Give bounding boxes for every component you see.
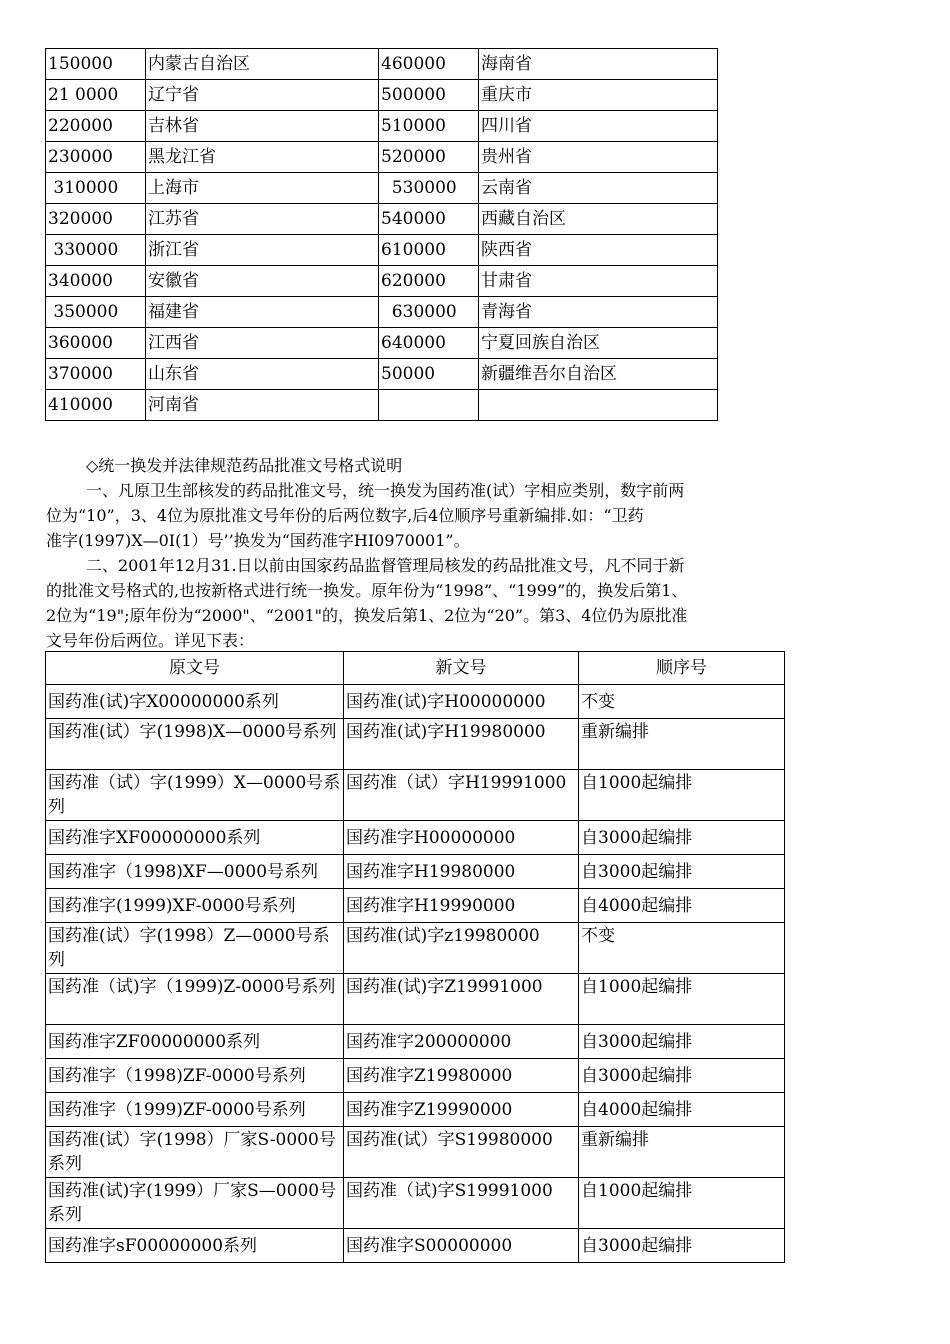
region-code: 460000	[379, 49, 479, 80]
table-row	[46, 719, 785, 770]
sequence-rule: 自3000起编排	[579, 855, 785, 889]
table-row	[46, 173, 718, 204]
original-number: 国药准(试)字X00000000系列	[46, 685, 344, 719]
region-code: 620000	[379, 266, 479, 297]
new-number: 国药准(试)字Z19991000	[344, 974, 579, 1025]
sequence-rule: 不变	[579, 923, 785, 974]
paragraph-line: 的批准文号格式的,也按新格式进行统一换发。原年份为“1998”、“1999”的，换发后第1、	[46, 581, 688, 600]
region-name: 江苏省	[146, 204, 379, 235]
sequence-rule: 重新编排	[579, 719, 785, 770]
region-code-table	[45, 48, 718, 421]
region-name: 内蒙古自治区	[146, 49, 379, 80]
column-header: 新文号	[344, 652, 579, 685]
region-code: 360000	[46, 328, 146, 359]
region-code: 50000	[379, 359, 479, 390]
column-header: 原文号	[46, 652, 344, 685]
paragraph-line: 二、2001年12月31.日以前由国家药品监督管理局核发的药品批准文号，凡不同于新	[86, 556, 685, 575]
table-row	[46, 297, 718, 328]
sequence-rule: 自3000起编排	[579, 1229, 785, 1263]
region-code: 630000	[379, 297, 479, 328]
new-number: 国药准（试）字H19991000	[344, 770, 579, 821]
new-number: 国药准字Z19980000	[344, 1059, 579, 1093]
region-code: 310000	[46, 173, 146, 204]
sequence-rule: 自1000起编排	[579, 770, 785, 821]
region-code: 340000	[46, 266, 146, 297]
table-row	[46, 770, 785, 821]
paragraph-line: 准字(1997)X—0I(1）号’’换发为“国药准字HI0970001”。	[46, 531, 470, 550]
region-code: 520000	[379, 142, 479, 173]
column-header: 顺序号	[579, 652, 785, 685]
region-name	[479, 390, 718, 421]
table-row	[46, 1229, 785, 1263]
sequence-rule: 自3000起编排	[579, 1025, 785, 1059]
original-number: 国药准字sF00000000系列	[46, 1229, 344, 1263]
region-name: 上海市	[146, 173, 379, 204]
region-name: 甘肃省	[479, 266, 718, 297]
original-number: 国药准字（1998)XF—0000号系列	[46, 855, 344, 889]
region-name: 江西省	[146, 328, 379, 359]
original-number: 国药准字（1999)ZF-0000号系列	[46, 1093, 344, 1127]
new-number: 国药准(试)字H00000000	[344, 685, 579, 719]
original-number: 国药准（试)字（1999)Z-0000号系列	[46, 974, 344, 1025]
sequence-rule: 重新编排	[579, 1127, 785, 1178]
new-number: 国药准字200000000	[344, 1025, 579, 1059]
region-name: 陕西省	[479, 235, 718, 266]
paragraph-line: 文号年份后两位。详见下表：	[46, 631, 255, 650]
region-code: 220000	[46, 111, 146, 142]
table-row	[46, 923, 785, 974]
original-number: 国药准(试)字(1999）厂家S—0000号系列	[46, 1178, 344, 1229]
paragraph-line: 位为“10”，3、4位为原批准文号年份的后两位数字,后4位顺序号重新编排.如：“卫药	[46, 506, 644, 525]
sequence-rule: 自4000起编排	[579, 1093, 785, 1127]
table-row	[46, 80, 718, 111]
sequence-rule: 不变	[579, 685, 785, 719]
region-name: 浙江省	[146, 235, 379, 266]
format-explanation	[46, 453, 846, 653]
table-row	[46, 359, 718, 390]
region-code: 320000	[46, 204, 146, 235]
new-number: 国药准字Z19990000	[344, 1093, 579, 1127]
new-number: 国药准字H19990000	[344, 889, 579, 923]
original-number: 国药准(试）字(1998)X—0000号系列	[46, 719, 344, 770]
region-code: 370000	[46, 359, 146, 390]
region-name: 宁夏回族自治区	[479, 328, 718, 359]
table-row	[46, 1093, 785, 1127]
region-name: 贵州省	[479, 142, 718, 173]
new-number: 国药准字S00000000	[344, 1229, 579, 1263]
region-name: 福建省	[146, 297, 379, 328]
table-row	[46, 1059, 785, 1093]
region-code	[379, 390, 479, 421]
original-number: 国药准字XF00000000系列	[46, 821, 344, 855]
region-code: 350000	[46, 297, 146, 328]
region-code: 330000	[46, 235, 146, 266]
paragraph-line: 2位为“19";原年份为“2000"、“2001"的，换发后第1、2位为“20”。第3、4位仍为原批准	[46, 606, 688, 625]
region-name: 青海省	[479, 297, 718, 328]
new-number: 国药准(试)字H19980000	[344, 719, 579, 770]
new-number: 国药准字H00000000	[344, 821, 579, 855]
new-number: 国药准（试)字S19991000	[344, 1178, 579, 1229]
sequence-rule: 自1000起编排	[579, 1178, 785, 1229]
region-name: 云南省	[479, 173, 718, 204]
table-row	[46, 266, 718, 297]
section-heading: ◇统一换发并法律规范药品批准文号格式说明	[86, 456, 403, 475]
region-code: 500000	[379, 80, 479, 111]
region-name: 吉林省	[146, 111, 379, 142]
region-name: 重庆市	[479, 80, 718, 111]
original-number: 国药准字（1998)ZF-0000号系列	[46, 1059, 344, 1093]
table-row	[46, 204, 718, 235]
region-name: 辽宁省	[146, 80, 379, 111]
region-name: 山东省	[146, 359, 379, 390]
table-row	[46, 235, 718, 266]
region-code: 540000	[379, 204, 479, 235]
table-row	[46, 685, 785, 719]
region-code: 410000	[46, 390, 146, 421]
table-row	[46, 855, 785, 889]
region-name: 安徽省	[146, 266, 379, 297]
new-number: 国药准字H19980000	[344, 855, 579, 889]
table-row	[46, 49, 718, 80]
sequence-rule: 自3000起编排	[579, 821, 785, 855]
table-row	[46, 390, 718, 421]
region-code: 510000	[379, 111, 479, 142]
region-code: 640000	[379, 328, 479, 359]
table-row	[46, 821, 785, 855]
region-name: 河南省	[146, 390, 379, 421]
table-row	[46, 111, 718, 142]
table-row	[46, 889, 785, 923]
region-name: 新疆维吾尔自治区	[479, 359, 718, 390]
table-row	[46, 1178, 785, 1229]
region-name: 四川省	[479, 111, 718, 142]
table-header-row	[46, 652, 785, 685]
original-number: 国药准(试）字(1998）Z—0000号系列	[46, 923, 344, 974]
region-code: 230000	[46, 142, 146, 173]
region-code: 530000	[379, 173, 479, 204]
region-name: 西藏自治区	[479, 204, 718, 235]
table-row	[46, 974, 785, 1025]
original-number: 国药准（试）字(1999）X—0000号系列	[46, 770, 344, 821]
new-number: 国药准(试)字z19980000	[344, 923, 579, 974]
table-row	[46, 1127, 785, 1178]
sequence-rule: 自3000起编排	[579, 1059, 785, 1093]
new-number: 国药准(试）字S19980000	[344, 1127, 579, 1178]
paragraph-line: 一、凡原卫生部核发的药品批准文号，统一换发为国药准(试）字相应类别，数字前两	[86, 481, 685, 500]
original-number: 国药准(试）字(1998）厂家S-0000号系列	[46, 1127, 344, 1178]
region-code: 610000	[379, 235, 479, 266]
region-name: 海南省	[479, 49, 718, 80]
sequence-rule: 自4000起编排	[579, 889, 785, 923]
original-number: 国药准字ZF00000000系列	[46, 1025, 344, 1059]
region-name: 黑龙江省	[146, 142, 379, 173]
table-row	[46, 328, 718, 359]
sequence-rule: 自1000起编排	[579, 974, 785, 1025]
original-number: 国药准字(1999)XF-0000号系列	[46, 889, 344, 923]
region-code: 150000	[46, 49, 146, 80]
table-row	[46, 142, 718, 173]
region-code: 21 0000	[46, 80, 146, 111]
table-row	[46, 1025, 785, 1059]
approval-number-mapping-table	[45, 651, 785, 1263]
